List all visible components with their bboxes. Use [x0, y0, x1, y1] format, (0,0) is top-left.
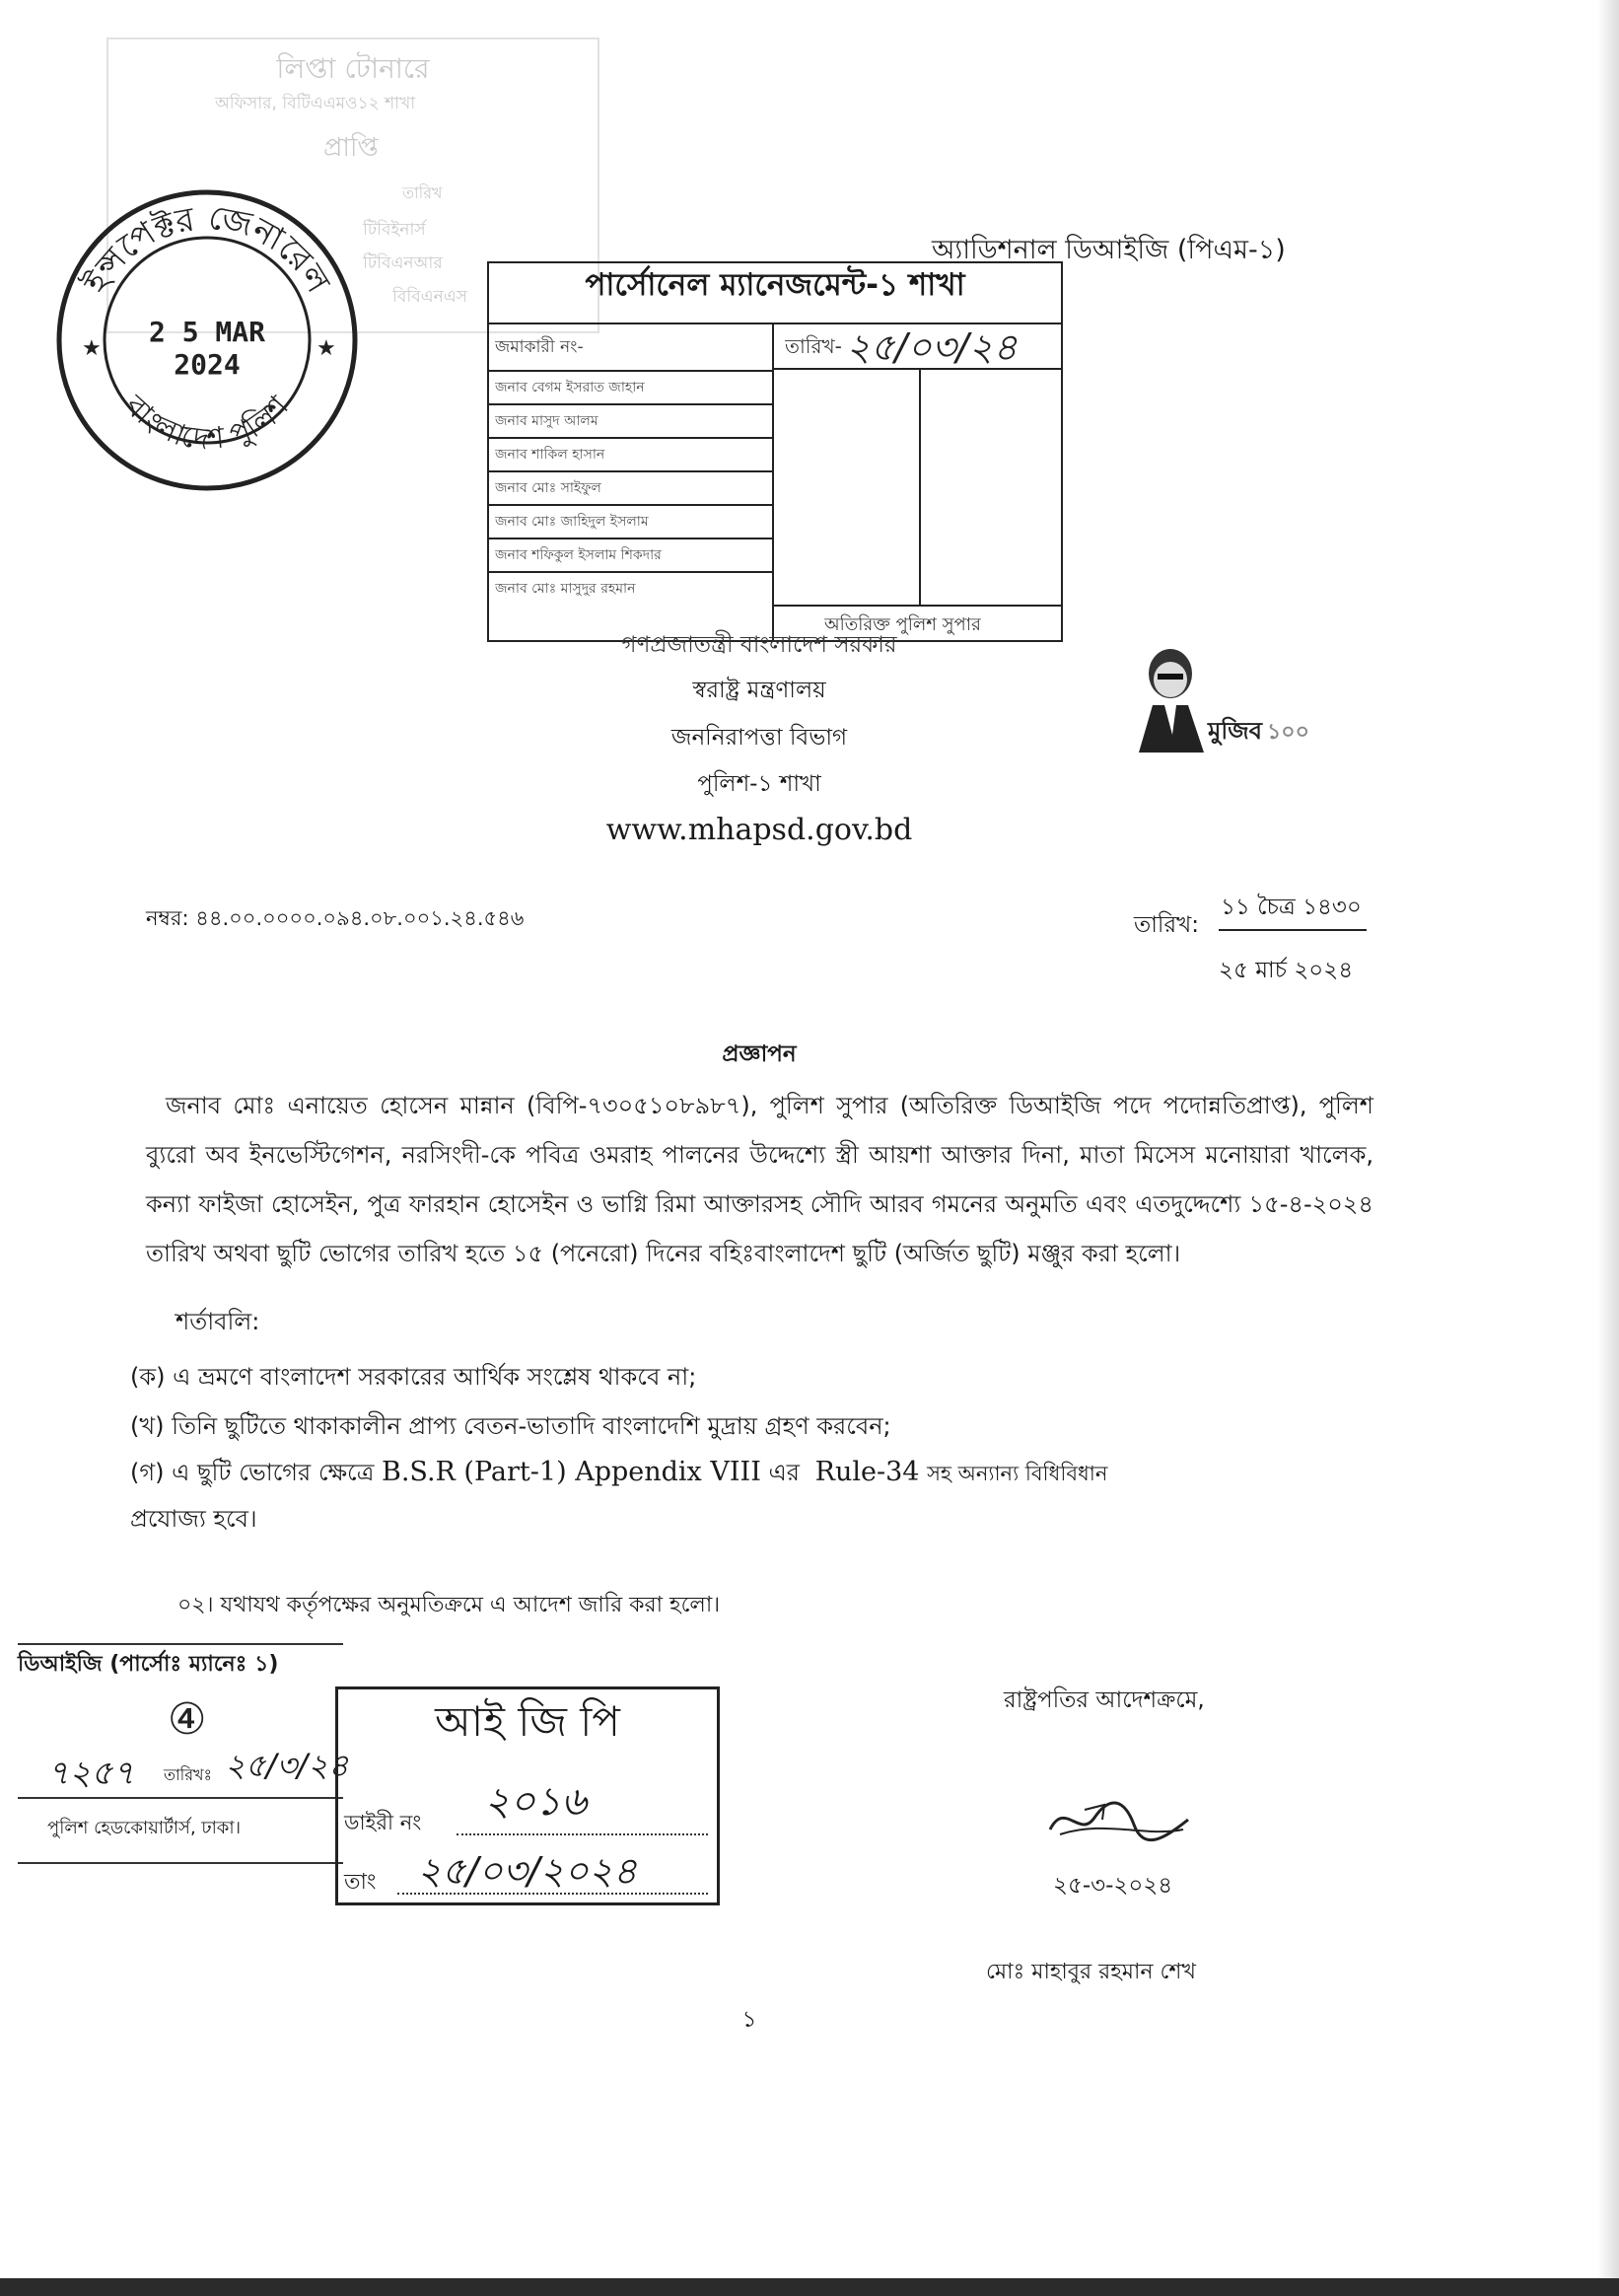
dig-stamp-bottom-rule	[18, 1862, 343, 1864]
condition-c-rule1: B.S.R (Part-1) Appendix VIII	[381, 1457, 761, 1487]
branch-stamp-footer: অতিরিক্ত পুলিশ সুপার	[824, 614, 981, 635]
logo-text: মুজিব	[1208, 717, 1263, 745]
signer-name: মোঃ মাহাবুর রহমান শেখ	[986, 1960, 1196, 1984]
branch-stamp-footer-rule	[772, 605, 1061, 607]
branch-stamp-row-rule	[489, 470, 772, 472]
branch-stamp-col-divider-2	[919, 368, 921, 605]
dig-stamp-number: ৭২৫৭	[47, 1754, 135, 1793]
faint-stamp-line5: টিবিইনার্স	[363, 220, 426, 240]
igp-stamp	[335, 1686, 720, 1905]
igp-stamp-diary-label: ডাইরী নং	[344, 1811, 422, 1834]
branch-stamp-row-rule	[489, 437, 772, 439]
igp-stamp-date: ২৫/০৩/২০২৪	[417, 1849, 638, 1893]
branch-stamp-row-item: জনাব মাসুদ আলম	[495, 413, 598, 429]
branch-stamp-row-rule	[489, 504, 772, 506]
date-english: ২৫ মার্চ ২০২৪	[1219, 958, 1354, 983]
seal-top-text: ইন্সপেক্টর জেনারেল	[76, 197, 338, 301]
header-website: www.mhapsd.gov.bd	[605, 813, 913, 847]
logo-number: ১০০	[1267, 720, 1309, 745]
faint-stamp-line6: টিবিএনআর	[363, 253, 443, 273]
branch-stamp-date-value: ২৫/০৩/২৪	[846, 325, 1018, 369]
condition-b: (খ) তিনি ছুটিতে থাকাকালীন প্রাপ্য বেতন-ভাতাদি বাংলাদেশি মুদ্রায় গ্রহণ করবেন;	[130, 1412, 891, 1440]
dig-stamp-top-rule	[18, 1643, 343, 1645]
branch-stamp-row1: জমাকারী নং-	[495, 337, 584, 357]
condition-c-mid: এর	[768, 1459, 800, 1486]
faint-stamp-line2: অফিসার, বিটিএএমও১২ শাখা	[215, 94, 416, 113]
dig-stamp-mark: ④	[168, 1694, 207, 1745]
header-branch: পুলিশ-১ শাখা	[697, 771, 821, 797]
faint-stamp-line1: লিপ্তা টোনারে	[276, 52, 430, 85]
subject-title: প্রজ্ঞাপন	[722, 1041, 797, 1067]
branch-stamp-row-item: জনাব শফিকুল ইসলাম শিকদার	[495, 547, 662, 563]
dig-stamp-title: ডিআইজি (পার্সোঃ ম্যানেঃ ১)	[18, 1652, 279, 1677]
scan-edge	[1597, 0, 1619, 2296]
mujib-logo	[1129, 636, 1309, 754]
date-label: তারিখ:	[1134, 912, 1200, 938]
addl-dig-label: অ্যাডিশনাল ডিআইজি (পিএম-১)	[932, 235, 1286, 265]
header-division: জননিরাপত্তা বিভাগ	[670, 725, 848, 751]
conditions-title: শর্তাবলি:	[176, 1308, 260, 1335]
branch-stamp	[487, 261, 1063, 642]
header-ministry: স্বরাষ্ট্র মন্ত্রণালয়	[692, 678, 826, 703]
branch-stamp-col-divider	[772, 323, 774, 640]
igp-stamp-diary-dots	[457, 1833, 708, 1835]
point-2: ০২। যথাযথ কর্তৃপক্ষের অনুমতিক্রমে এ আদেশ জারি করা হলো।	[177, 1593, 721, 1617]
round-seal	[54, 187, 360, 493]
date-divider	[1219, 929, 1367, 931]
seal-bottom-text: বাংলাদেশ পুলিশ	[117, 389, 296, 458]
condition-c-rule2: Rule-34	[814, 1457, 920, 1487]
scan-bottom-band	[0, 2278, 1619, 2296]
branch-stamp-date-label: তারিখ-	[785, 334, 842, 358]
igp-stamp-diary-no: ২০১৬	[484, 1779, 587, 1825]
branch-stamp-row-item: জনাব মোঃ জাহিদুল ইসলাম	[495, 514, 649, 530]
branch-stamp-row-item: জনাব শাকিল হাসান	[495, 447, 605, 463]
igp-stamp-title: আই জি পি	[435, 1697, 620, 1746]
branch-stamp-row-rule	[489, 571, 772, 573]
branch-stamp-row-item: জনাব মোঃ সাইফুল	[495, 480, 601, 496]
dig-stamp-date: ২৫/৩/২৪	[225, 1747, 349, 1784]
svg-text:★: ★	[317, 336, 336, 361]
condition-c-line2: প্রযোজ্য হবে।	[130, 1505, 257, 1533]
branch-stamp-row-rule	[489, 370, 772, 372]
faint-stamp-line7: বিবিএনএস	[392, 287, 467, 307]
dig-stamp-date-label: তারিখঃ	[164, 1765, 213, 1784]
memo-number: নম্বর: ৪৪.০০.০০০০.০৯৪.০৮.০০১.২৪.৫৪৬	[146, 906, 525, 930]
condition-c-suffix: সহ অন্যান্য বিধিবিধান	[927, 1462, 1108, 1485]
header-govt: গণপ্রজাতন্ত্রী বাংলাদেশ সরকার	[621, 632, 897, 658]
branch-stamp-row-rule	[489, 538, 772, 539]
branch-stamp-row-rule	[489, 403, 772, 405]
faint-stamp-line3: প্রাপ্তি	[323, 133, 379, 163]
dig-stamp-footer: পুলিশ হেডকোয়ার্টার্স, ঢাকা।	[47, 1818, 242, 1838]
date-bangla: ১১ চৈত্র ১৪৩০	[1221, 895, 1362, 920]
branch-stamp-row-item: জনাব বেগম ইসরাত জাহান	[495, 380, 645, 395]
body-paragraph: জনাব মোঃ এনায়েত হোসেন মান্নান (বিপি-৭৩০৫১০৮৯৮৭), পুলিশ সুপার (অতিরিক্ত ডিআইজি পদে পদোন্নতিপ্রাপ্ত), পুলিশ ব্যুরো অব ইনভেস্টিগেশন, নরসিংদী-কে পবিত্র ওমরাহ পালনের উদ্দেশ্যে স্ত্রী আয়শা আক্তার দিনা, মাতা মিসেস মনোয়ারা খালেক, কন্যা ফাইজা হোসেইন, পুত্র ফারহান হোসেইন ও ভাগ্নি রিমা আক্তারসহ সৌদি আরব গমনের অনুমতি এবং এতদুদ্দেশ্যে ১৫-৪-২০২৪ তারিখ অথবা ছুটি ভোগের তারিখ হতে ১৫ (পনেরো) দিনের বহিঃবাংলাদেশ ছুটি (অর্জিত ছুটি) মঞ্জুর করা হলো।	[146, 1092, 1373, 1267]
page-number: ১	[741, 2007, 757, 2033]
igp-stamp-date-label: তাং	[344, 1870, 377, 1895]
svg-text:★: ★	[82, 336, 102, 361]
branch-stamp-row-item: জনাব মোঃ মাসুদুর রহমান	[495, 581, 636, 597]
condition-c-prefix: (গ) এ ছুটি ভোগের ক্ষেত্রে	[130, 1459, 375, 1486]
dig-stamp	[18, 1643, 349, 1865]
dig-stamp-mid-rule	[18, 1797, 343, 1799]
order-text: রাষ্ট্রপতির আদেশক্রমে,	[1004, 1687, 1205, 1713]
faint-stamp-line4: তারিখ	[402, 183, 443, 202]
condition-c	[130, 1455, 1107, 1494]
branch-stamp-title: পার্সোনেল ম্যানেজমেন্ট-১ শাখা	[585, 267, 965, 303]
signature-date: ২৫-৩-২০২৪	[1053, 1873, 1173, 1899]
condition-a: (ক) এ ভ্রমণে বাংলাদেশ সরকারের আর্থিক সংশ্লেষ থাকবে না;	[130, 1363, 697, 1391]
seal-date: 2 5 MAR 2024	[148, 316, 265, 381]
signature-mark	[1045, 1790, 1193, 1849]
